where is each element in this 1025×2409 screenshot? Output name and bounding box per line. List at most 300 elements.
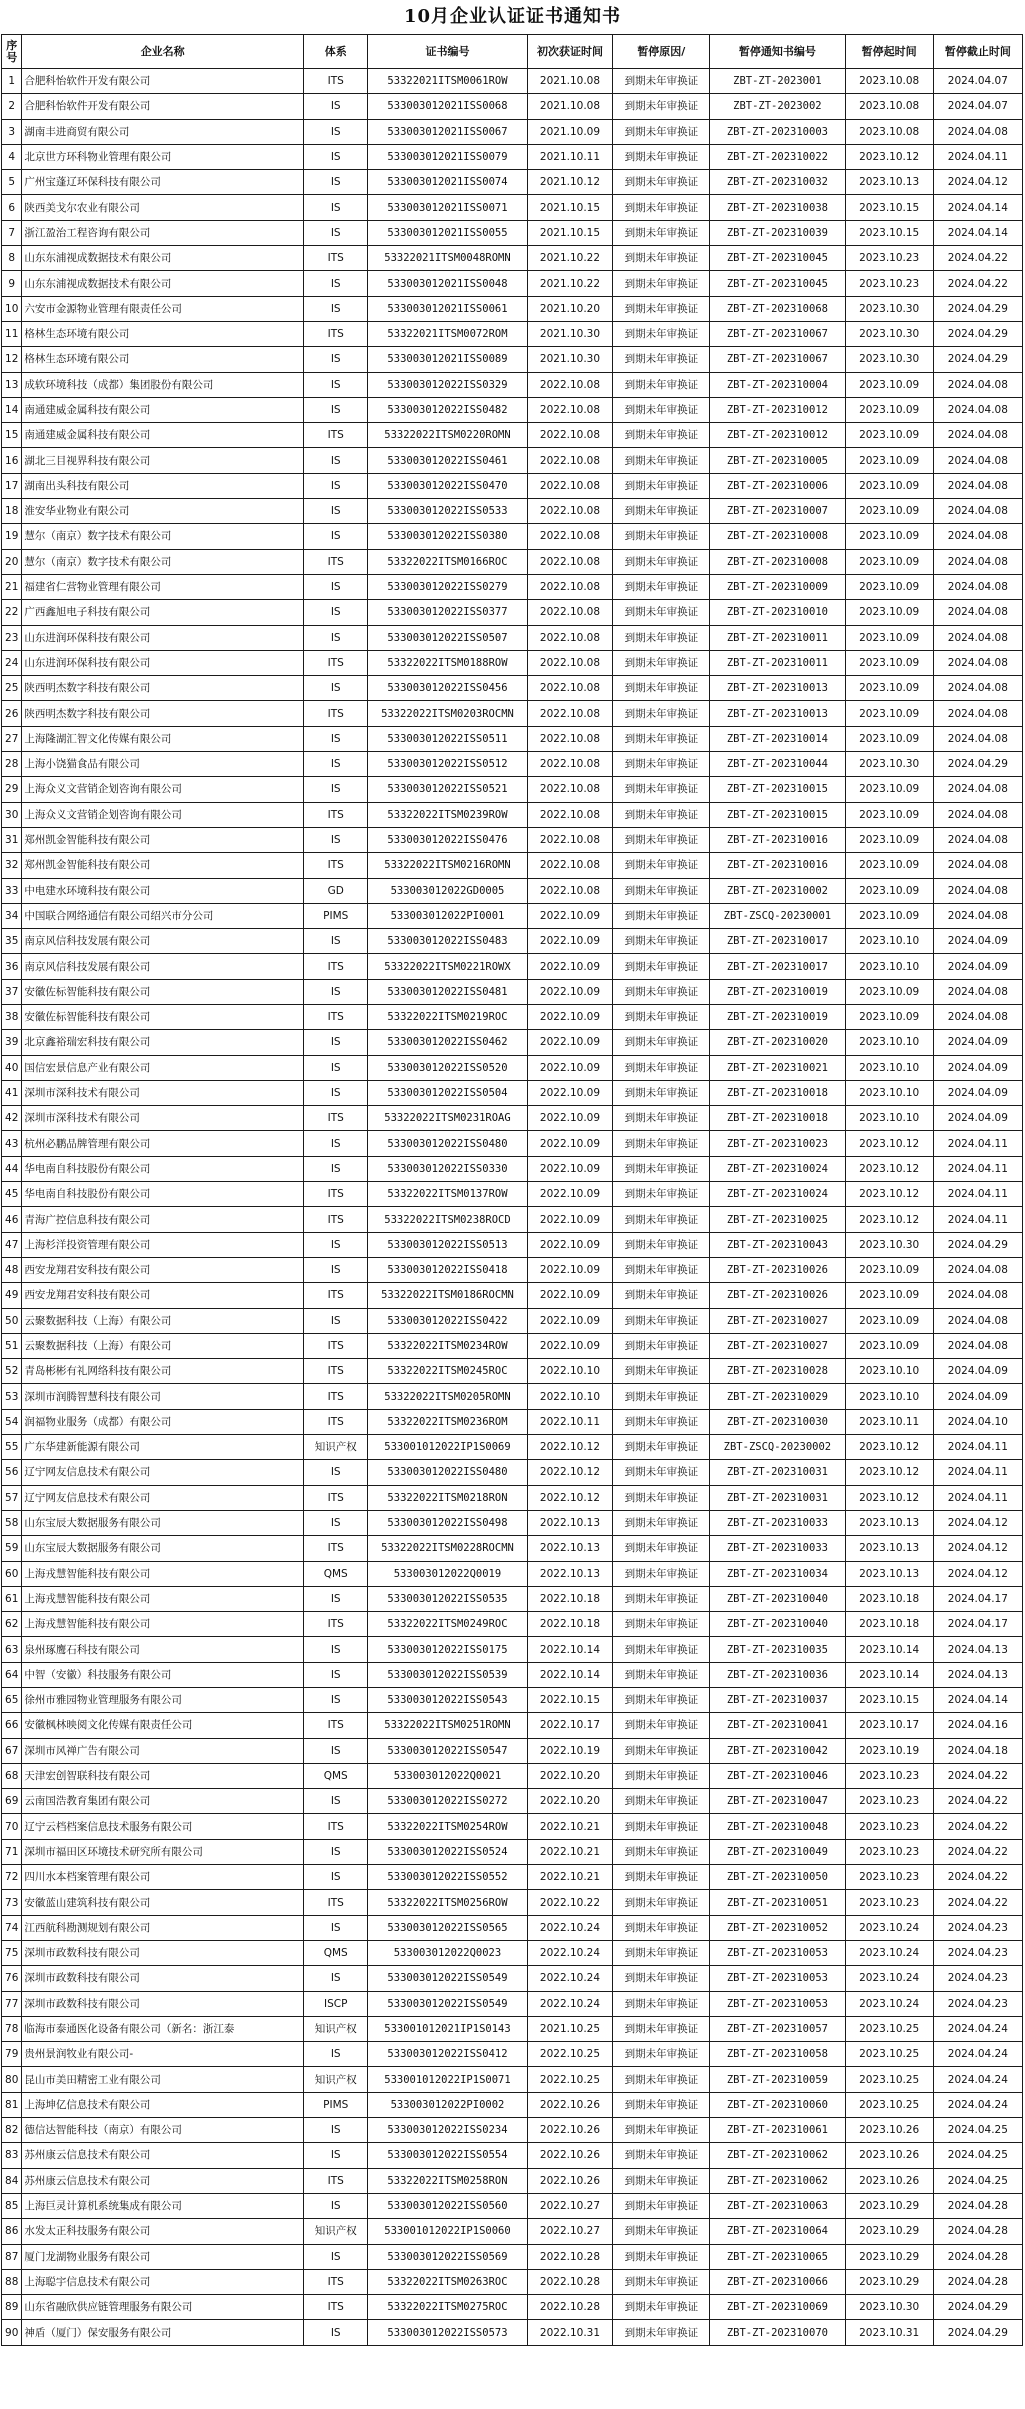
reason-cell: 到期未年审换证 xyxy=(613,1662,710,1687)
seq-cell: 34 xyxy=(2,903,22,928)
end-date-cell: 2024.04.29 xyxy=(933,296,1022,321)
first-date-cell: 2022.10.08 xyxy=(527,726,613,751)
first-date-cell: 2022.10.09 xyxy=(527,929,613,954)
cert-no-cell: 533003012022ISS0535 xyxy=(368,1586,527,1611)
end-date-cell: 2024.04.12 xyxy=(933,1536,1022,1561)
table-row xyxy=(2,1940,1023,1965)
seq-cell: 29 xyxy=(2,777,22,802)
table-row xyxy=(2,1030,1023,1055)
start-date-cell: 2023.10.24 xyxy=(845,1991,933,2016)
cert-no-cell: 533003012021ISS0048 xyxy=(368,271,527,296)
end-date-cell: 2024.04.08 xyxy=(933,853,1022,878)
seq-cell: 59 xyxy=(2,1536,22,1561)
company-cell: 昆山市美田精密工业有限公司 xyxy=(22,2067,304,2092)
start-date-cell: 2023.10.25 xyxy=(845,2016,933,2041)
first-date-cell: 2022.10.24 xyxy=(527,1940,613,1965)
reason-cell: 到期未年审换证 xyxy=(613,321,710,346)
company-cell: 临海市泰通医化设备有限公司（新名：浙江泰 xyxy=(22,2016,304,2041)
reason-cell: 到期未年审换证 xyxy=(613,1536,710,1561)
reason-cell: 到期未年审换证 xyxy=(613,752,710,777)
first-date-cell: 2022.10.28 xyxy=(527,2295,613,2320)
start-date-cell: 2023.10.23 xyxy=(845,1763,933,1788)
cert-no-cell: 533003012022ISS0552 xyxy=(368,1865,527,1890)
start-date-cell: 2023.10.24 xyxy=(845,1940,933,1965)
start-date-cell: 2023.10.23 xyxy=(845,246,933,271)
first-date-cell: 2022.10.18 xyxy=(527,1586,613,1611)
end-date-cell: 2024.04.12 xyxy=(933,1510,1022,1535)
seq-cell: 61 xyxy=(2,1586,22,1611)
notice-no-cell: ZBT-ZT-202310016 xyxy=(710,853,845,878)
first-date-cell: 2022.10.09 xyxy=(527,1131,613,1156)
seq-cell: 65 xyxy=(2,1688,22,1713)
system-cell: ITS xyxy=(303,802,367,827)
notice-no-cell: ZBT-ZT-202310005 xyxy=(710,448,845,473)
first-date-cell: 2022.10.25 xyxy=(527,2042,613,2067)
company-cell: 陕西美戈尔农业有限公司 xyxy=(22,195,304,220)
start-date-cell: 2023.10.09 xyxy=(845,701,933,726)
notice-no-cell: ZBT-ZT-202310033 xyxy=(710,1510,845,1535)
end-date-cell: 2024.04.11 xyxy=(933,1460,1022,1485)
end-date-cell: 2024.04.12 xyxy=(933,1561,1022,1586)
notice-no-cell: ZBT-ZT-202310026 xyxy=(710,1257,845,1282)
seq-cell: 31 xyxy=(2,827,22,852)
seq-cell: 42 xyxy=(2,1106,22,1131)
end-date-cell: 2024.04.08 xyxy=(933,119,1022,144)
seq-cell: 48 xyxy=(2,1257,22,1282)
system-cell: ITS xyxy=(303,69,367,94)
notice-no-cell: ZBT-ZT-202310006 xyxy=(710,473,845,498)
company-cell: 青岛彬彬有礼网络科技有限公司 xyxy=(22,1359,304,1384)
reason-cell: 到期未年审换证 xyxy=(613,1435,710,1460)
seq-cell: 66 xyxy=(2,1713,22,1738)
end-date-cell: 2024.04.08 xyxy=(933,1283,1022,1308)
reason-cell: 到期未年审换证 xyxy=(613,1890,710,1915)
start-date-cell: 2023.10.10 xyxy=(845,1055,933,1080)
notice-table xyxy=(1,34,1023,2346)
notice-no-cell: ZBT-ZT-202310047 xyxy=(710,1789,845,1814)
cert-no-cell: 533003012022ISS0539 xyxy=(368,1662,527,1687)
end-date-cell: 2024.04.11 xyxy=(933,1207,1022,1232)
company-cell: 华电南自科技股份有限公司 xyxy=(22,1182,304,1207)
reason-cell: 到期未年审换证 xyxy=(613,69,710,94)
reason-cell: 到期未年审换证 xyxy=(613,1510,710,1535)
start-date-cell: 2023.10.29 xyxy=(845,2193,933,2218)
seq-cell: 86 xyxy=(2,2219,22,2244)
table-row xyxy=(2,1004,1023,1029)
start-date-cell: 2023.10.10 xyxy=(845,1080,933,1105)
seq-cell: 60 xyxy=(2,1561,22,1586)
company-cell: 西安龙翔君安科技有限公司 xyxy=(22,1283,304,1308)
notice-no-cell: ZBT-ZT-202310058 xyxy=(710,2042,845,2067)
start-date-cell: 2023.10.10 xyxy=(845,929,933,954)
reason-cell: 到期未年审换证 xyxy=(613,296,710,321)
first-date-cell: 2022.10.09 xyxy=(527,1106,613,1131)
company-cell: 苏州康云信息技术有限公司 xyxy=(22,2168,304,2193)
reason-cell: 到期未年审换证 xyxy=(613,2219,710,2244)
notice-no-cell: ZBT-ZT-202310049 xyxy=(710,1839,845,1864)
col-header-system: 体系 xyxy=(303,35,367,69)
col-header-end: 暂停截止时间 xyxy=(933,35,1022,69)
reason-cell: 到期未年审换证 xyxy=(613,726,710,751)
seq-cell: 36 xyxy=(2,954,22,979)
notice-no-cell: ZBT-ZT-202310020 xyxy=(710,1030,845,1055)
system-cell: PIMS xyxy=(303,2092,367,2117)
seq-cell: 69 xyxy=(2,1789,22,1814)
reason-cell: 到期未年审换证 xyxy=(613,1182,710,1207)
reason-cell: 到期未年审换证 xyxy=(613,2042,710,2067)
seq-cell: 51 xyxy=(2,1333,22,1358)
notice-no-cell: ZBT-ZT-202310002 xyxy=(710,878,845,903)
table-body xyxy=(2,69,1023,2346)
end-date-cell: 2024.04.25 xyxy=(933,2168,1022,2193)
table-row xyxy=(2,1966,1023,1991)
notice-no-cell: ZBT-ZT-202310063 xyxy=(710,2193,845,2218)
system-cell: IS xyxy=(303,1789,367,1814)
end-date-cell: 2024.04.09 xyxy=(933,1080,1022,1105)
end-date-cell: 2024.04.08 xyxy=(933,600,1022,625)
system-cell: IS xyxy=(303,220,367,245)
cert-no-cell: 533003012022Q0021 xyxy=(368,1763,527,1788)
seq-cell: 16 xyxy=(2,448,22,473)
end-date-cell: 2024.04.08 xyxy=(933,473,1022,498)
company-cell: 上海杉洋投资管理有限公司 xyxy=(22,1232,304,1257)
notice-no-cell: ZBT-ZT-202310030 xyxy=(710,1409,845,1434)
first-date-cell: 2022.10.20 xyxy=(527,1763,613,1788)
cert-no-cell: 53300301​2021ISS0068 xyxy=(368,94,527,119)
start-date-cell: 2023.10.23 xyxy=(845,271,933,296)
table-row xyxy=(2,2193,1023,2218)
cert-no-cell: 53322022ITSM0251ROMN xyxy=(368,1713,527,1738)
table-row xyxy=(2,1359,1023,1384)
table-row xyxy=(2,903,1023,928)
seq-cell: 54 xyxy=(2,1409,22,1434)
start-date-cell: 2023.10.09 xyxy=(845,600,933,625)
system-cell: ITS xyxy=(303,2269,367,2294)
first-date-cell: 2022.10.09 xyxy=(527,1257,613,1282)
cert-no-cell: 533003012022ISS0422 xyxy=(368,1308,527,1333)
table-row xyxy=(2,1207,1023,1232)
table-row xyxy=(2,397,1023,422)
system-cell: ITS xyxy=(303,1814,367,1839)
end-date-cell: 2024.04.25 xyxy=(933,2143,1022,2168)
table-row xyxy=(2,625,1023,650)
table-row xyxy=(2,1333,1023,1358)
cert-no-cell: 533003012021ISS0079 xyxy=(368,144,527,169)
first-date-cell: 2022.10.18 xyxy=(527,1612,613,1637)
cert-no-cell: 533003012022ISS0470 xyxy=(368,473,527,498)
seq-cell: 71 xyxy=(2,1839,22,1864)
cert-no-cell: 533001012021IP1S0143 xyxy=(368,2016,527,2041)
seq-cell: 3 xyxy=(2,119,22,144)
first-date-cell: 2022.10.25 xyxy=(527,2067,613,2092)
sheet-title: 10月企业认证证书通知书 xyxy=(403,6,622,27)
seq-cell: 56 xyxy=(2,1460,22,1485)
cert-no-cell: 533003012022ISS0549 xyxy=(368,1966,527,1991)
notice-no-cell: ZBT-ZT-202310064 xyxy=(710,2219,845,2244)
reason-cell: 到期未年审换证 xyxy=(613,853,710,878)
reason-cell: 到期未年审换证 xyxy=(613,1991,710,2016)
notice-no-cell: ZBT-ZT-202310048 xyxy=(710,1814,845,1839)
start-date-cell: 2023.10.09 xyxy=(845,1257,933,1282)
reason-cell: 到期未年审换证 xyxy=(613,347,710,372)
first-date-cell: 2021.10.08 xyxy=(527,94,613,119)
first-date-cell: 2022.10.22 xyxy=(527,1890,613,1915)
seq-cell: 73 xyxy=(2,1890,22,1915)
company-cell: 湖南出头科技有限公司 xyxy=(22,473,304,498)
system-cell: IS xyxy=(303,1865,367,1890)
system-cell: GD xyxy=(303,878,367,903)
seq-cell: 35 xyxy=(2,929,22,954)
company-cell: 水发太正科技服务有限公司 xyxy=(22,2219,304,2244)
start-date-cell: 2023.10.24 xyxy=(845,1915,933,1940)
first-date-cell: 2022.10.09 xyxy=(527,1232,613,1257)
reason-cell: 到期未年审换证 xyxy=(613,574,710,599)
company-cell: 上海戎慧智能科技有限公司 xyxy=(22,1561,304,1586)
seq-cell: 75 xyxy=(2,1940,22,1965)
first-date-cell: 2022.10.08 xyxy=(527,499,613,524)
end-date-cell: 2024.04.08 xyxy=(933,676,1022,701)
system-cell: IS xyxy=(303,625,367,650)
first-date-cell: 2022.10.09 xyxy=(527,1333,613,1358)
reason-cell: 到期未年审换证 xyxy=(613,2193,710,2218)
company-cell: 上海众义文营销企划咨询有限公司 xyxy=(22,802,304,827)
reason-cell: 到期未年审换证 xyxy=(613,777,710,802)
start-date-cell: 2023.10.12 xyxy=(845,144,933,169)
first-date-cell: 2022.10.26 xyxy=(527,2092,613,2117)
seq-cell: 17 xyxy=(2,473,22,498)
reason-cell: 到期未年审换证 xyxy=(613,372,710,397)
system-cell: IS xyxy=(303,1688,367,1713)
cert-no-cell: 53322022ITSM0236ROM xyxy=(368,1409,527,1434)
system-cell: IS xyxy=(303,2244,367,2269)
table-row xyxy=(2,752,1023,777)
cert-no-cell: 533003012021ISS0074 xyxy=(368,170,527,195)
table-row xyxy=(2,2244,1023,2269)
cert-no-cell: 53322022ITSM0254ROW xyxy=(368,1814,527,1839)
cert-no-cell: 533003012021ISS0067 xyxy=(368,119,527,144)
notice-no-cell: ZBT-ZT-2023002 xyxy=(710,94,845,119)
company-cell: 深圳市福田区环境技术研究所有限公司 xyxy=(22,1839,304,1864)
notice-no-cell: ZBT-ZT-202310012 xyxy=(710,423,845,448)
notice-no-cell: ZBT-ZT-202310017 xyxy=(710,929,845,954)
seq-cell: 57 xyxy=(2,1485,22,1510)
notice-no-cell: ZBT-ZT-202310016 xyxy=(710,827,845,852)
end-date-cell: 2024.04.24 xyxy=(933,2042,1022,2067)
notice-no-cell: ZBT-ZT-202310057 xyxy=(710,2016,845,2041)
company-cell: 安徽枫林映阅文化传媒有限责任公司 xyxy=(22,1713,304,1738)
company-cell: 中智（安徽）科技服务有限公司 xyxy=(22,1662,304,1687)
col-header-notice-no: 暂停通知书编号 xyxy=(710,35,845,69)
cert-no-cell: 533003012022ISS0512 xyxy=(368,752,527,777)
cert-no-cell: 533003012022Q0019 xyxy=(368,1561,527,1586)
end-date-cell: 2024.04.08 xyxy=(933,549,1022,574)
table-row xyxy=(2,878,1023,903)
reason-cell: 到期未年审换证 xyxy=(613,170,710,195)
first-date-cell: 2022.10.09 xyxy=(527,954,613,979)
system-cell: IS xyxy=(303,1308,367,1333)
notice-no-cell: ZBT-ZT-202310013 xyxy=(710,676,845,701)
notice-no-cell: ZBT-ZT-202310045 xyxy=(710,271,845,296)
company-cell: 北京鑫裕瑞宏科技有限公司 xyxy=(22,1030,304,1055)
end-date-cell: 2024.04.22 xyxy=(933,1814,1022,1839)
company-cell: 辽宁网友信息技术有限公司 xyxy=(22,1485,304,1510)
start-date-cell: 2023.10.11 xyxy=(845,1409,933,1434)
notice-no-cell: ZBT-ZT-202310059 xyxy=(710,2067,845,2092)
reason-cell: 到期未年审换证 xyxy=(613,473,710,498)
system-cell: IS xyxy=(303,144,367,169)
cert-no-cell: 533003012022ISS0520 xyxy=(368,1055,527,1080)
start-date-cell: 2023.10.14 xyxy=(845,1637,933,1662)
system-cell: IS xyxy=(303,777,367,802)
first-date-cell: 2022.10.26 xyxy=(527,2168,613,2193)
seq-cell: 10 xyxy=(2,296,22,321)
notice-no-cell: ZBT-ZT-202310033 xyxy=(710,1536,845,1561)
system-cell: 知识产权 xyxy=(303,2219,367,2244)
seq-cell: 80 xyxy=(2,2067,22,2092)
reason-cell: 到期未年审换证 xyxy=(613,119,710,144)
seq-cell: 72 xyxy=(2,1865,22,1890)
system-cell: IS xyxy=(303,726,367,751)
end-date-cell: 2024.04.08 xyxy=(933,1004,1022,1029)
notice-no-cell: ZBT-ZT-202310017 xyxy=(710,954,845,979)
table-row xyxy=(2,954,1023,979)
start-date-cell: 2023.10.23 xyxy=(845,1839,933,1864)
system-cell: ITS xyxy=(303,954,367,979)
table-row xyxy=(2,1384,1023,1409)
end-date-cell: 2024.04.29 xyxy=(933,2320,1022,2345)
seq-cell: 49 xyxy=(2,1283,22,1308)
start-date-cell: 2023.10.09 xyxy=(845,777,933,802)
seq-cell: 22 xyxy=(2,600,22,625)
reason-cell: 到期未年审换证 xyxy=(613,246,710,271)
table-row xyxy=(2,2168,1023,2193)
table-row xyxy=(2,827,1023,852)
reason-cell: 到期未年审换证 xyxy=(613,1586,710,1611)
end-date-cell: 2024.04.22 xyxy=(933,1890,1022,1915)
notice-no-cell: ZBT-ZT-202310031 xyxy=(710,1460,845,1485)
reason-cell: 到期未年审换证 xyxy=(613,2269,710,2294)
notice-no-cell: ZBT-ZT-202310042 xyxy=(710,1738,845,1763)
seq-cell: 11 xyxy=(2,321,22,346)
seq-cell: 47 xyxy=(2,1232,22,1257)
header-row xyxy=(2,35,1023,69)
cert-no-cell: 533003012022ISS0377 xyxy=(368,600,527,625)
end-date-cell: 2024.04.09 xyxy=(933,1384,1022,1409)
company-cell: 浙江盈治工程咨询有限公司 xyxy=(22,220,304,245)
first-date-cell: 2022.10.26 xyxy=(527,2118,613,2143)
seq-cell: 25 xyxy=(2,676,22,701)
company-cell: 杭州必鹏品牌管理有限公司 xyxy=(22,1131,304,1156)
table-row xyxy=(2,220,1023,245)
reason-cell: 到期未年审换证 xyxy=(613,600,710,625)
seq-cell: 63 xyxy=(2,1637,22,1662)
end-date-cell: 2024.04.14 xyxy=(933,1688,1022,1713)
start-date-cell: 2023.10.23 xyxy=(845,1890,933,1915)
end-date-cell: 2024.04.11 xyxy=(933,144,1022,169)
start-date-cell: 2023.10.31 xyxy=(845,2320,933,2345)
end-date-cell: 2024.04.17 xyxy=(933,1586,1022,1611)
system-cell: IS xyxy=(303,448,367,473)
system-cell: ITS xyxy=(303,423,367,448)
start-date-cell: 2023.10.14 xyxy=(845,1662,933,1687)
system-cell: IS xyxy=(303,1915,367,1940)
reason-cell: 到期未年审换证 xyxy=(613,1080,710,1105)
table-row xyxy=(2,1738,1023,1763)
reason-cell: 到期未年审换证 xyxy=(613,1713,710,1738)
table-row xyxy=(2,473,1023,498)
table-row xyxy=(2,600,1023,625)
end-date-cell: 2024.04.28 xyxy=(933,2219,1022,2244)
system-cell: IS xyxy=(303,929,367,954)
table-row xyxy=(2,448,1023,473)
system-cell: IS xyxy=(303,1055,367,1080)
system-cell: IS xyxy=(303,397,367,422)
notice-no-cell: ZBT-ZT-202310028 xyxy=(710,1359,845,1384)
first-date-cell: 2022.10.08 xyxy=(527,549,613,574)
company-cell: 辽宁网友信息技术有限公司 xyxy=(22,1460,304,1485)
company-cell: 中国联合网络通信有限公司绍兴市分公司 xyxy=(22,903,304,928)
start-date-cell: 2023.10.13 xyxy=(845,1536,933,1561)
notice-no-cell: ZBT-ZT-202310051 xyxy=(710,1890,845,1915)
start-date-cell: 2023.10.24 xyxy=(845,1966,933,1991)
system-cell: IS xyxy=(303,473,367,498)
system-cell: ITS xyxy=(303,1713,367,1738)
seq-cell: 79 xyxy=(2,2042,22,2067)
first-date-cell: 2021.10.22 xyxy=(527,271,613,296)
reason-cell: 到期未年审换证 xyxy=(613,220,710,245)
first-date-cell: 2022.10.24 xyxy=(527,1966,613,1991)
table-row xyxy=(2,1460,1023,1485)
end-date-cell: 2024.04.08 xyxy=(933,448,1022,473)
cert-no-cell: 533003012022ISS0481 xyxy=(368,979,527,1004)
system-cell: IS xyxy=(303,752,367,777)
first-date-cell: 2022.10.13 xyxy=(527,1536,613,1561)
company-cell: 上海巨灵计算机系统集成有限公司 xyxy=(22,2193,304,2218)
first-date-cell: 2021.10.15 xyxy=(527,220,613,245)
reason-cell: 到期未年审换证 xyxy=(613,2168,710,2193)
cert-no-cell: 533003012021ISS0061 xyxy=(368,296,527,321)
notice-no-cell: ZBT-ZT-202310018 xyxy=(710,1080,845,1105)
end-date-cell: 2024.04.08 xyxy=(933,650,1022,675)
cert-no-cell: 533003012022ISS0480 xyxy=(368,1131,527,1156)
company-cell: 德信达智能科技（南京）有限公司 xyxy=(22,2118,304,2143)
first-date-cell: 2022.10.31 xyxy=(527,2320,613,2345)
cert-no-cell: 533003012022GD0005 xyxy=(368,878,527,903)
start-date-cell: 2023.10.09 xyxy=(845,802,933,827)
col-header-start: 暂停起时间 xyxy=(845,35,933,69)
table-row xyxy=(2,2067,1023,2092)
system-cell: IS xyxy=(303,94,367,119)
end-date-cell: 2024.04.07 xyxy=(933,94,1022,119)
notice-no-cell: ZBT-ZT-202310008 xyxy=(710,549,845,574)
first-date-cell: 2022.10.27 xyxy=(527,2193,613,2218)
reason-cell: 到期未年审换证 xyxy=(613,2244,710,2269)
table-row xyxy=(2,1713,1023,1738)
reason-cell: 到期未年审换证 xyxy=(613,1485,710,1510)
reason-cell: 到期未年审换证 xyxy=(613,448,710,473)
table-row xyxy=(2,1890,1023,1915)
end-date-cell: 2024.04.08 xyxy=(933,372,1022,397)
end-date-cell: 2024.04.08 xyxy=(933,979,1022,1004)
notice-no-cell: ZBT-ZT-202310045 xyxy=(710,246,845,271)
first-date-cell: 2022.10.08 xyxy=(527,802,613,827)
cert-no-cell: 533003012022ISS0504 xyxy=(368,1080,527,1105)
reason-cell: 到期未年审换证 xyxy=(613,1156,710,1181)
notice-no-cell: ZBT-ZT-202310067 xyxy=(710,347,845,372)
notice-no-cell: ZBT-ZT-202310037 xyxy=(710,1688,845,1713)
start-date-cell: 2023.10.09 xyxy=(845,625,933,650)
start-date-cell: 2023.10.26 xyxy=(845,2168,933,2193)
